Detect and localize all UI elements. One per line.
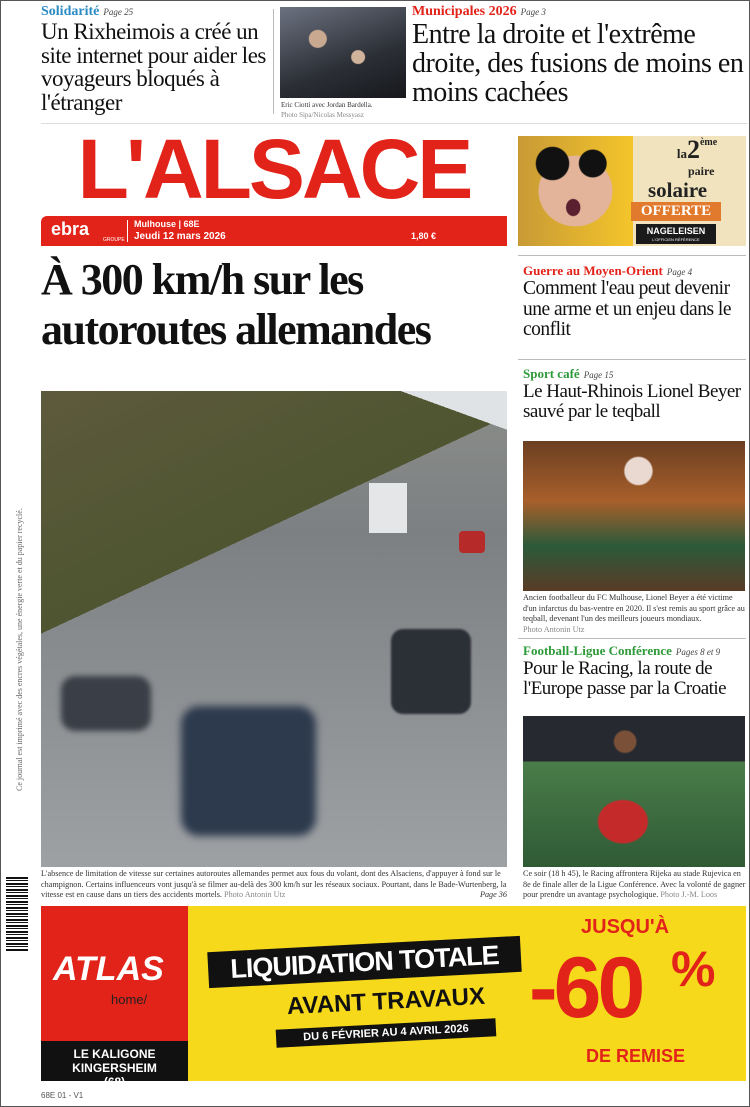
atlas-home: home/	[111, 992, 148, 1007]
photo-teqball	[523, 441, 745, 591]
masthead-logo: L'ALSACE	[77, 122, 471, 216]
ebra-group-label: GROUPE	[103, 237, 125, 243]
ad-title: LIQUIDATION TOTALE	[207, 936, 521, 988]
masthead-bar	[41, 216, 507, 246]
ebra-logo: ebra	[51, 219, 90, 239]
main-photo-autobahn	[41, 391, 507, 867]
atlas-logo: ATLAS	[53, 950, 164, 988]
divider	[518, 638, 746, 639]
barcode	[6, 877, 28, 951]
date: Jeudi 12 mars 2026	[134, 231, 226, 242]
caption: Ancien footballeur du FC Mulhouse, Lionel Beyer a été victime d'un infarctus du bas-ventre en 2020. Il s'est remis au sport grâce au teqball, devenant l'un des meilleurs joueurs mondiaux. Photo Antonin Utz	[523, 593, 745, 634]
ad-percent: %	[671, 941, 716, 997]
teaser-solidarite[interactable]	[41, 4, 276, 114]
ad-atlas[interactable]	[41, 906, 746, 1089]
teaser-racing[interactable]: Football-Ligue Conférence Pages 8 et 9 Pour le Racing, la route de l'Europe passe par la Croatie	[523, 643, 747, 699]
photo-caption: Eric Ciotti avec Jordan Bardella. Photo Sipa/Nicolas Messyasz	[281, 101, 373, 119]
main-caption: L'absence de limitation de vitesse sur certaines autoroutes allemandes permet aux fous du volant, dont des Alsaciens, d'appuyer à fond sur le champignon. Certains influenceurs vont jusqu'à se filmer au-delà des 300 km/h sur les réseaux sociaux. Pourtant, dans le Bade-Wurtenberg, la vitesse est en cause dans un tiers des accidents mortels. Photo Antonin Utz Page 36	[41, 869, 507, 900]
ad-nageleisen[interactable]	[518, 136, 746, 246]
headline: Entre la droite et l'extrême droite, des fusions de moins en moins cachées	[412, 19, 744, 108]
divider	[518, 255, 746, 256]
print-note: Ce journal est imprimé avec des encres végétales, une énergie verte et du papier recyclé.	[15, 508, 24, 791]
ad-woman-image	[518, 136, 633, 246]
ad-second-pair: la2ème	[676, 135, 718, 164]
ad-offerte: OFFERTE	[631, 202, 721, 221]
headline: Un Rixheimois a créé un site internet pour aider les voyageurs bloqués à l'étranger	[41, 19, 266, 115]
divider	[127, 220, 128, 242]
page-ref: Page 3	[520, 7, 546, 17]
divider	[273, 9, 274, 114]
headline: Le Haut-Rhinois Lionel Beyer sauvé par le teqball	[523, 381, 741, 422]
teaser-moyen-orient[interactable]: Guerre au Moyen-Orient Page 4 Comment l'eau peut devenir une arme et un enjeu dans le conflit	[523, 263, 747, 341]
ad-subtitle: AVANT TRAVAUX	[286, 982, 486, 1021]
edition: Mulhouse | 68E	[134, 219, 200, 229]
ad-upto: JUSQU'À	[581, 916, 670, 938]
price: 1,80 €	[411, 231, 437, 241]
teaser-municipales[interactable]	[412, 4, 747, 107]
kicker: Solidarité	[41, 4, 100, 19]
kicker: Municipales 2026	[412, 4, 517, 19]
ad-discount: -60	[529, 940, 642, 1036]
ad-dates: DU 6 FÉVRIER AU 4 AVRIL 2026	[276, 1018, 497, 1047]
teaser-sport-cafe[interactable]: Sport café Page 15 Le Haut-Rhinois Lionel Beyer sauvé par le teqball	[523, 366, 747, 422]
photo-racing	[523, 716, 745, 867]
caption: Ce soir (18 h 45), le Racing affrontera Rijeka au stade Rujevica en 8e de finale aller de la Ligue Conférence. Avec la volonté de gagner pour prendre un avantage psychologique. Photo J.-M. Loos	[523, 869, 746, 900]
headline: Comment l'eau peut devenir une arme et un enjeu dans le conflit	[523, 278, 731, 340]
ad-solaire: solaire	[648, 178, 708, 202]
ad-remise: DE REMISE	[586, 1046, 686, 1066]
main-headline[interactable]: À 300 km/h sur les autoroutes allemandes	[41, 255, 431, 354]
divider	[518, 359, 746, 360]
headline: Pour le Racing, la route de l'Europe passe par la Croatie	[523, 658, 727, 699]
page-code: 68E 01 - V1	[41, 1091, 84, 1100]
ad-paire: paire	[688, 164, 715, 178]
nageleisen-logo: NAGELEISEN L'OFFICIEN RÉFÉRENCE	[636, 224, 716, 244]
ad-location: LE KALIGONE KINGERSHEIM (68)	[41, 1041, 188, 1081]
page-ref: Page 25	[103, 7, 134, 17]
photo-ciotti-bardella	[280, 7, 406, 98]
